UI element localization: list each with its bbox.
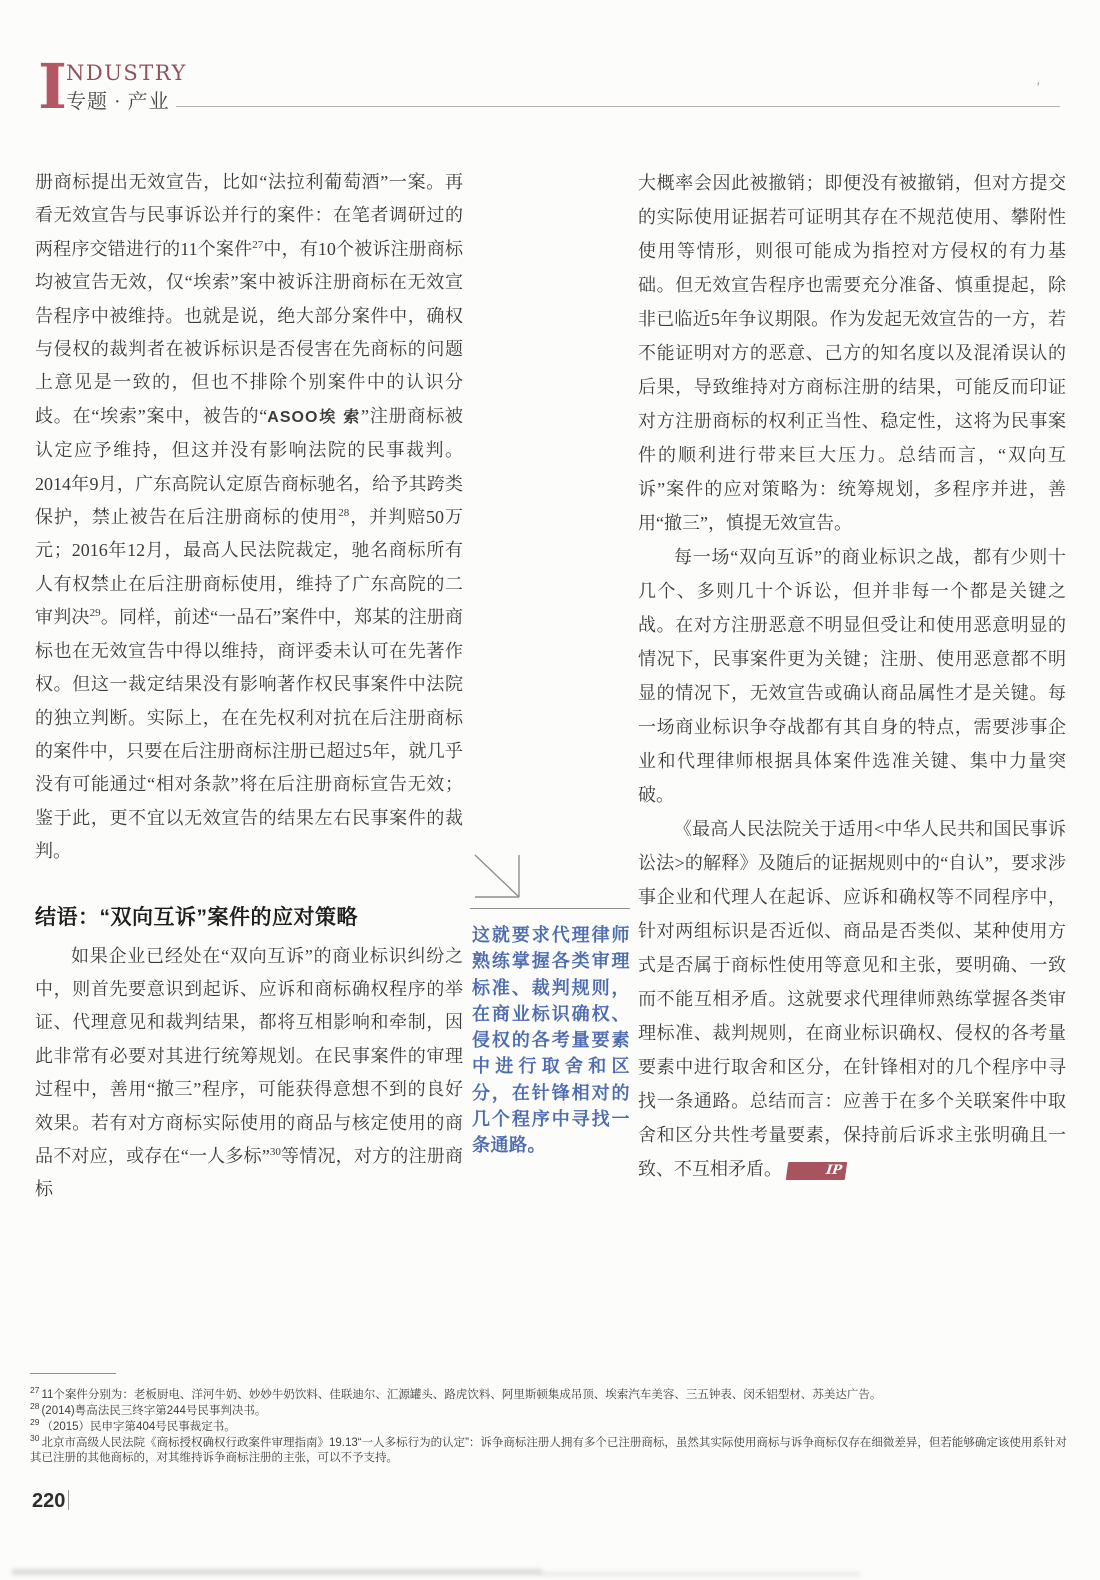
footnote-rule [30,1373,116,1374]
section-heading: 结语：“双向互诉”案件的应对策略 [35,905,358,929]
pull-quote-rule [470,908,630,909]
body-paragraph: 册商标提出无效宣告，比如“法拉利葡萄酒”一案。再看无效宣告与民事诉讼并行的案件：在笔者调研过的两程序交错进行的11个案件$^{27}$中，有10个被诉注册商标均被宣告无效，仅“埃索”案中被诉注册商标在无效宣告程序中被维持。也就是说，绝大部分案件中，确权与侵权的裁判者在被诉标识是否侵害在先商标的问题上意见是一致的，但也不排除个别案件中的认识分歧。在“埃索”案中，被告的“ASOO埃 索”注册商标被认定应予维持，但这并没有影响法院的民事裁判。2014年9月，广东高院认定原告商标驰名，给予其跨类保护，禁止被告在后注册商标的使用$^{28}$，并判赔50万元；2016年12月，最高人民法院裁定，驰名商标所有人有权禁止在后注册商标使用，维持了广东高院的二审判决$^{29}$。同样，前述“一品石”案件中，郑某的注册商标也在无效宣告中得以维持，商评委未认可在先著作权。但这一裁定结果没有影响著作权民事案件中法院的独立判断。实际上，在在先权利对抗在后注册商标的案件中，只要在后注册商标注册已超过5年，就几乎没有可能通过“相对条款”将在后注册商标宣告无效；鉴于此，更不宜以无效宣告的结果左右民事案件的裁判。 [35,172,464,862]
scan-smudge [540,1572,860,1576]
paragraph-text: 《最高人民法院关于适用<中华人民共和国民事诉讼法>的解释》及随后的证据规则中的“自认”，要求涉事企业和代理人在起诉、应诉和确权等不同程序中，针对两组标识是否近似、商品是否类似、某种使用方式是否属于商标性使用等意见和主张，要明确、一致而不能互相矛盾。这就要求代理律师熟练掌握各类审理标准、裁判规则，在商业标识确权、侵权的各考量要素中进行取舍和区分，在针锋相对的几个程序中寻找一条通路。总结而言：应善于在多个关联案件中取舍和区分共性考量要素，保持前后诉求主张明确且一致、不互相矛盾。 [638,819,1066,1179]
pull-quote-text: 这就要求代理律师熟练掌握各类审理标准、裁判规则，在商业标识确权、侵权的各考量要素中进行取舍和区分，在针锋相对的几个程序中寻找一条通路。 [472,925,630,1156]
footnote-marker: 30 [30,1433,40,1444]
footnote-marker: 29 [30,1417,40,1428]
footnote-text: 11个案件分别为：老板厨电、洋河牛奶、妙妙牛奶饮料、佳联迪尔、汇源罐头、路虎饮料、阿里斯顿集成吊顶、埃索汽车美容、三五钟表、闵禾铝型材、苏美达广告。 [41,1389,882,1401]
right-column [638,166,1066,1186]
ip-logo: IP [786,1162,847,1180]
footnote-marker: 27 [30,1385,40,1396]
body-paragraph: 如果企业已经处在“双向互诉”的商业标识纠纷之中，则首先要意识到起诉、应诉和商标确权程序的举证、代理意见和裁判结果，都将互相影响和牵制，因此非常有必要对其进行统筹规划。在民事案件的审理过程中，善用“撤三”程序，可能获得意想不到的良好效果。若有对方商标实际使用的商品与核定使用的商品不对应，或存在“一人多标”$^{30}$等情况，对方的注册商标 [35,945,463,1200]
footnotes [30,1385,1075,1467]
page-number-value: 220 [32,1490,66,1512]
scan-smudge [12,1569,542,1575]
footnote [30,1385,1075,1403]
scan-fleck: ' [1034,79,1041,97]
footnote [30,1401,1075,1419]
footnote [30,1417,1075,1435]
footnote [30,1433,1075,1466]
footnote-text: 北京市高级人民法院《商标授权确权行政案件审理指南》19.13“一人多标行为的认定”：诉争商标注册人拥有多个已注册商标，虽然其实际使用商标与诉争商标仅存在细微差异，但若能够确定该使用系针对其已注册的其他商标的，对其维持诉争商标注册的主张，可以不予支持。 [30,1437,1067,1464]
header-rule [176,106,1060,107]
corner-arrow-icon [473,853,523,900]
body-paragraph: 大概率会因此被撤销；即便没有被撤销，但对方提交的实际使用证据若可证明其存在不规范使用、攀附性使用等情形，则很可能成为指控对方侵权的有力基础。但无效宣告程序也需要充分准备、慎重提起，除非已临近5年争议期限。作为发起无效宣告的一方，若不能证明对方的恶意、己方的知名度以及混淆误认的后果，导致维持对方商标注册的结果，可能反而印证对方注册商标的权利正当性、稳定性，这将为民事案件的顺利进行带来巨大压力。总结而言，“双向互诉”案件的应对策略为：统筹规划，多程序并进，善用“撤三”，慎提无效宣告。 [638,173,1066,533]
left-column [35,166,463,1207]
body-paragraph: 每一场“双向互诉”的商业标识之战，都有少则十几个、多则几十个诉讼，但并非每一个都是关键之战。在对方注册恶意不明显但受让和使用恶意明显的情况下，民事案件更为关键；注册、使用恶意都不明显的情况下，无效宣告或确认商品属性才是关键。每一场商业标识争夺战都有其自身的特点，需要涉事企业和代理律师根据具体案件选准关键、集中力量突破。 [638,547,1066,805]
masthead-subtitle: 专题 · 产业 [66,91,170,113]
footnote-text: （2015）民申字第404号民事裁定书。 [41,1421,236,1433]
page-number-bar [68,1490,69,1510]
pull-quote [470,853,630,1159]
masthead-title: NDUSTRY [66,61,187,85]
masthead-initial: I [38,50,68,123]
body-paragraph [638,812,1066,1186]
page-number [32,1490,69,1513]
footnote-marker: 28 [30,1401,40,1412]
footnote-text: (2014)粤高法民三终字第244号民事判决书。 [41,1405,267,1417]
